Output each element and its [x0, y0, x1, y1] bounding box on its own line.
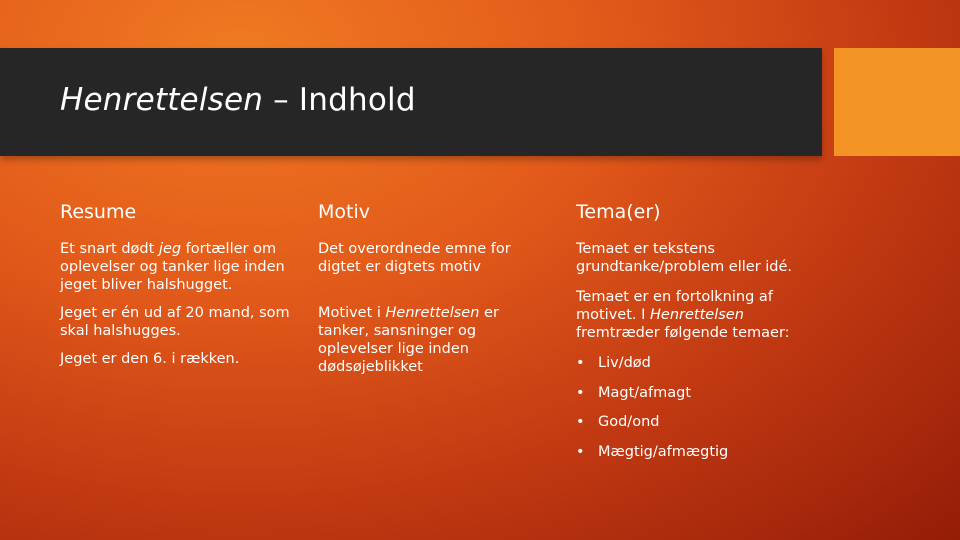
accent-block [834, 48, 960, 156]
bullet-text: God/ond [598, 414, 660, 430]
motiv-paragraph-2 [318, 304, 548, 376]
list-item [576, 354, 816, 372]
list-item [576, 384, 816, 402]
motiv-p2-italic: Henrettelsen [385, 305, 480, 321]
bullet-text: Mægtig/afmægtig [598, 443, 729, 460]
column-motiv [318, 198, 548, 404]
column-heading-motiv: Motiv [318, 201, 370, 223]
bullet-icon: • [576, 384, 585, 401]
bullet-icon: • [576, 414, 585, 430]
motiv-paragraph-1: Det overordnede emne for digtet er digtets motiv [318, 241, 511, 275]
resume-paragraph-1 [60, 240, 290, 294]
column-resume [60, 198, 290, 378]
slide-title-italic: Henrettelsen [60, 82, 264, 118]
bullet-icon: • [576, 355, 585, 371]
tema-bullet-list [576, 354, 816, 461]
motiv-p2-before: Motivet i [318, 305, 386, 321]
tema-p2-after: fremtræder følgende temaer: [576, 325, 790, 341]
column-heading-tema: Tema(er) [576, 201, 661, 223]
bullet-icon: • [576, 443, 585, 460]
resume-p1-italic: jeg [158, 241, 182, 257]
resume-paragraph-2: Jeget er én ud af 20 mand, som skal halshugges. [60, 305, 290, 339]
column-tema [576, 198, 816, 472]
column-heading-resume: Resume [60, 201, 137, 223]
bullet-text: Magt/afmagt [598, 384, 692, 401]
tema-paragraph-1: Temaet er tekstens grundtanke/problem eller idé. [576, 241, 793, 275]
slide-title-rest: – Indhold [263, 82, 416, 118]
list-item [576, 413, 816, 431]
bullet-text: Liv/død [598, 355, 651, 371]
tema-paragraph-2 [576, 288, 816, 342]
resume-p1-after: fortæller om oplevelser og tanker lige inden jeget bliver halshugget. [60, 241, 285, 293]
list-item [576, 443, 816, 461]
tema-p2-italic: Henrettelsen [650, 307, 744, 323]
motiv-p2-after: er tanker, sansninger og oplevelser lige inden dødsøjeblikket [318, 305, 499, 375]
slide-title [60, 80, 416, 120]
tema-p2-before: Temaet er en fortolkning af motivet. I [576, 289, 773, 323]
resume-paragraph-3: Jeget er den 6. i rækken. [60, 351, 240, 367]
resume-p1-before: Et snart dødt [60, 241, 159, 257]
